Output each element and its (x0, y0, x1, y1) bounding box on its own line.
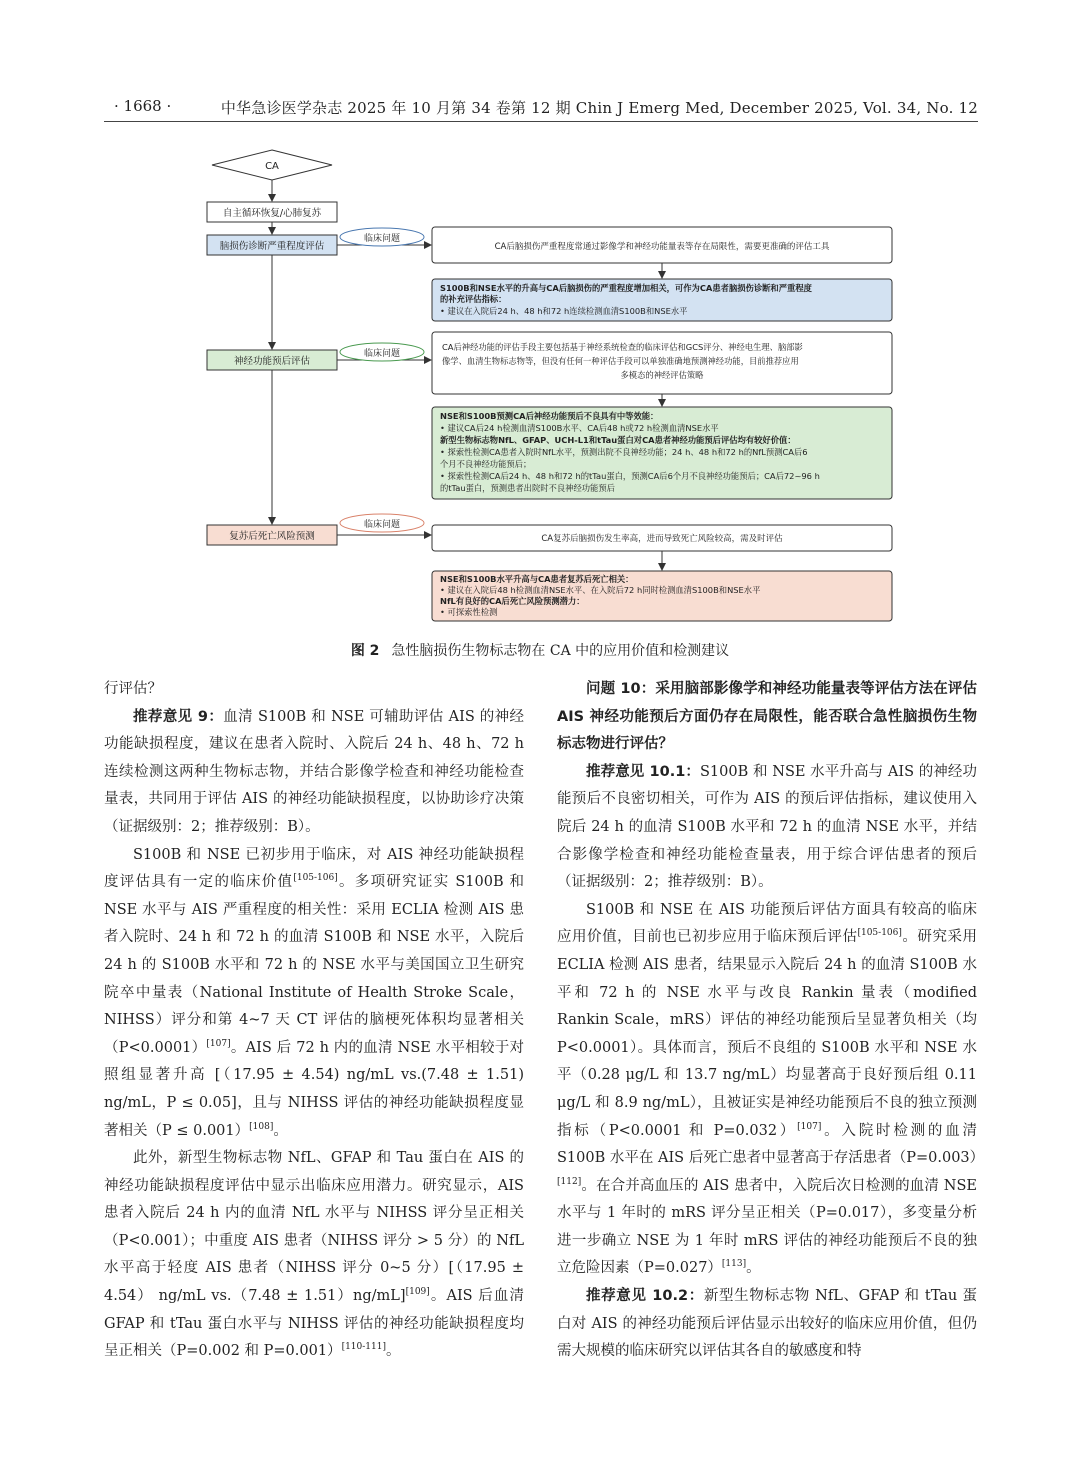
journal-citation: 中华急诊医学杂志 2025 年 10 月第 34 卷第 12 期 Chin J Emerg Med, December 2025, Vol. 34, No. 12 (220, 99, 978, 117)
rec2-line-7: 的tTau蛋白，预测患者出院时不良神经功能预后 (440, 483, 615, 493)
clinical-label-3: 临床问题 (363, 520, 401, 530)
citation-ref: [107] (206, 1038, 231, 1049)
problem-text-1: CA后脑损伤严重程度常通过影像学和神经功能量表等存在局限性，需要更准确的评估工具 (494, 242, 830, 252)
citation-ref: [112] (557, 1176, 582, 1187)
stage-label-diagnosis: 脑损伤诊断严重程度评估 (219, 241, 325, 252)
paragraph-s100b-nse (104, 842, 524, 1146)
rec2-line-3: 新型生物标志物NfL、GFAP、UCH-L1和tTau蛋白对CA患者神经功能预后评估均有较好价值： (440, 435, 796, 445)
rec-10-2-text: 新型生物标志物 NfL、GFAP 和 tTau 蛋白对 AIS 的神经功能预后评估显示出较好的临床应用价值，但仍需大规模的临床研究以评估其各自的敏感度和特 (557, 1288, 977, 1360)
rec1-line-1: S100B和NSE水平的升高与CA后脑损伤的严重程度增加相关，可作为CA患者脑损伤诊断和严重程度 (440, 283, 812, 293)
figure-title: 急性脑损伤生物标志物在 CA 中的应用价值和检测建议 (391, 643, 730, 659)
recommendation-10-1 (557, 759, 977, 897)
problem-text-2a: CA后神经功能的评估手段主要包括基于神经系统检查的临床评估和GCS评分、神经电生理、脑部影 (442, 342, 803, 352)
rosc-label: 自主循环恢复/心肺复苏 (222, 208, 322, 219)
right-column (557, 676, 985, 1366)
citation-ref: [105-106] (857, 928, 902, 939)
rec3-line-1: NSE和S100B水平升高与CA患者复苏后死亡相关： (440, 574, 634, 584)
rec-9-text: 血清 S100B 和 NSE 可辅助评估 AIS 的神经功能缺损程度，建议在患者入院时、入院后 24 h、48 h、72 h 连续检测这两种生物标志物，并结合影像学检查和神经功能检查量表，共同用于评估 AIS 的神经功能缺损程度，以协助诊疗决策（证据级别：2；推荐级别：B）。 (104, 708, 525, 835)
text-span: 。AIS 后 72 h 内的血清 NSE 水平相较于对照组显著升高 [（17.95 ± 4.54) ng/mL vs.(7.48 ± 1.51) ng/mL，P ≤ 0.05]，且与 NIHSS 评估的神经功能缺损程度显著相关（P ≤ 0.001） (104, 1039, 524, 1139)
text-span: 。 (273, 1122, 288, 1139)
rec2-line-5: 个月不良神经功能预后； (440, 459, 532, 469)
text-span: 。研究采用 ECLIA 检测 AIS 患者，结果显示入院后 24 h 的血清 S100B 水平和 72 h 的 NSE 水平与改良 Rankin 量表（modified Rankin Scale，mRS）评估的神经功能预后呈显著负相关（均 P<0.0001）。具体而言，预后不良组的 S100B 水平和 NSE 水平（0.28 μg/L 和 13.7 ng/mL）均显著高于良好预后组 0.11 μg/L 和 8.9 ng/mL），且被证实是神经功能预后不良的独立预测指标（P<0.0001 和 P=0.032） (557, 929, 978, 1139)
running-header (104, 95, 978, 122)
rec-9-heading: 推荐意见 9： (133, 708, 224, 725)
text-span: S100B 和 NSE 已初步用于临床，对 AIS 神经功能缺损程度评估具有一定的临床价值 (104, 846, 524, 891)
text-span: 。 (385, 1343, 401, 1360)
rec1-line-2: 的补充评估指标： (440, 294, 507, 304)
text-span: 。 (746, 1260, 761, 1277)
rec2-line-6: • 探索性检测CA后24 h、48 h和72 h的tTau蛋白，预测CA后6个月不良神经功能预后；CA后72~96 h (440, 471, 820, 481)
text-span: 此外，新型生物标志物 NfL、GFAP 和 Tau 蛋白在 AIS 的神经功能缺损程度评估中显示出临床应用潜力。研究显示，AIS 患者入院后 24 h 内的血清 NfL 水平与 NIHSS 评分呈正相关（P<0.001）；中重度 AIS 患者（NIHSS 评分 > 5 分）的 NfL 水平高于轻度 AIS 患者（NIHSS 评分 0~5 分）[（17.95 ± 4.54） ng/mL vs.（7.48 ± 1.51）ng/mL] (104, 1150, 524, 1305)
text-span: 。在合并高血压的 AIS 患者中，入院后次日检测的血清 NSE 水平与 1 年时的 mRS 评分呈正相关（P=0.017），多变量分析进一步确立 NSE 为 1 年时 mRS 评估的神经功能预后不良的独立危险因素（P=0.027） (557, 1177, 977, 1277)
text-span: S100B 和 NSE 在 AIS 功能预后评估方面具有较高的临床应用价值，目前也已初步应用于临床预后评估 (557, 901, 977, 946)
text-span: 。多项研究证实 S100B 和 NSE 水平与 AIS 严重程度的相关性：采用 ECLIA 检测 AIS 患者入院时、24 h 和 72 h 的血清 S100B 和 NSE 水平，入院后 24 h 的 S100B 水平和 72 h 的 NSE 水平与美国国立卫生研究院卒中量表（National Institute of Health Stroke Scale，NIHSS）评分和第 4~7 天 CT 评估的脑梗死体积均显著相关（P<0.0001） (104, 874, 525, 1056)
paragraph-continuation: 行评估？ (104, 681, 162, 697)
rec3-line-3: NfL有良好的CA后死亡风险预测潜力： (440, 596, 585, 606)
clinical-label-2: 临床问题 (363, 349, 401, 359)
paragraph-new-biomarkers (104, 1145, 524, 1366)
rec2-line-1: NSE和S100B预测CA后神经功能预后不良具有中等效能： (440, 411, 659, 421)
stage-label-mortality: 复苏后死亡风险预测 (229, 531, 315, 542)
recommendation-9 (104, 704, 524, 842)
text-span: 。AIS 后血清 GFAP 和 tTau 蛋白水平与 NIHSS 评估的神经功能缺损程度均呈正相关（P=0.002 和 P=0.001） (104, 1288, 525, 1360)
citation-ref: [105-106] (293, 873, 338, 884)
problem-text-2c: 多模态的神经评估策略 (620, 370, 704, 380)
figure-number: 图 2 (350, 643, 380, 659)
start-label: CA (265, 161, 279, 172)
rec1-line-3: • 建议在入院后24 h、48 h和72 h连续检测血清S100B和NSE水平 (440, 306, 688, 316)
figure-caption (0, 640, 1080, 660)
rec-10-1-heading: 推荐意见 10.1： (586, 763, 700, 780)
rec3-line-4: • 可探索性检测 (440, 607, 498, 617)
rec2-line-2: • 建议CA后24 h检测血清S100B水平、CA后48 h或72 h检测血清NSE水平 (440, 423, 719, 433)
citation-ref: [109] (405, 1287, 430, 1298)
rec-10-1-text: S100B 和 NSE 水平升高与 AIS 的神经功能预后不良密切相关，可作为 AIS 的预后评估指标，建议使用入院后 24 h 的血清 S100B 水平和 72 h 的血清 NSE 水平，并结合影像学检查和神经功能检查量表，用于综合评估患者的预后（证据级别：2；推荐级别：B）。 (557, 763, 977, 891)
citation-ref: [110-111] (341, 1342, 386, 1353)
rec3-line-2: • 建议在入院后48 h检测血清NSE水平、在入院后72 h同时检测血清S100B和NSE水平 (440, 585, 761, 595)
recommendation-10-2 (557, 1283, 977, 1366)
problem-text-2b: 像学、血清生物标志物等，但没有任何一种评估手段可以单独准确地预测神经功能，目前推荐应用 (442, 356, 799, 366)
stage-label-prognosis: 神经功能预后评估 (233, 356, 311, 367)
clinical-label-1: 临床问题 (363, 234, 401, 244)
text-span: 。入院时检测的血清 S100B 水平在 AIS 后死亡患者中显著高于存活患者（P=0.003） (557, 1122, 985, 1167)
page-number: · 1668 · (114, 97, 172, 115)
rec-10-2-heading: 推荐意见 10.2： (586, 1288, 704, 1305)
problem-text-3: CA复苏后脑损伤发生率高，进而导致死亡风险较高，需及时评估 (541, 534, 783, 544)
left-column (104, 676, 524, 1366)
flowchart-figure (190, 145, 910, 630)
citation-ref: [107] (797, 1121, 822, 1132)
citation-ref: [113] (721, 1259, 747, 1270)
citation-ref: [108] (249, 1121, 274, 1132)
rec2-line-4: • 探索性检测CA患者入院时NfL水平，预测出院不良神经功能；24 h、48 h和72 h的NfL预测CA后6 (440, 447, 808, 457)
paragraph-prognosis (557, 897, 985, 1283)
question-10: 问题 10：采用脑部影像学和神经功能量表等评估方法在评估 AIS 神经功能预后方面仍存在局限性，能否联合急性脑损伤生物标志物进行评估？ (557, 681, 977, 753)
